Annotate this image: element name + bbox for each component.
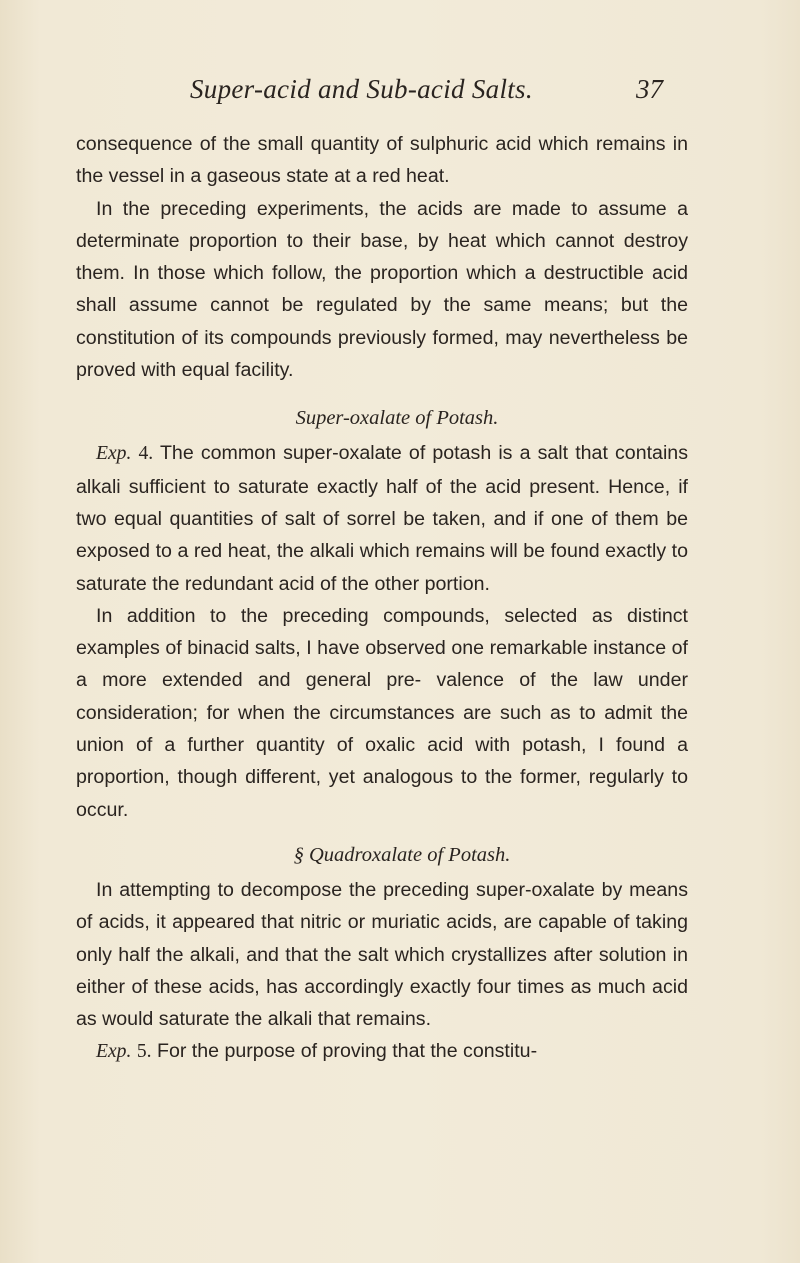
page-number: 37 xyxy=(636,74,663,104)
section-heading-quadroxalate: § Quadroxalate of Potash. xyxy=(293,843,511,866)
experiment-4-text: The common super-oxalate of potash is a salt that contains alkali sufficient to saturate exactly half of the acid present. Hence, if two equal quantities of salt of sorrel be taken, and if one of them be exposed to a red heat, the alkali which remains will be found exactly to saturate the redundant acid of the other portion. xyxy=(76,442,688,595)
running-head-title: Super-acid and Sub-acid Salts. xyxy=(190,74,533,104)
section-heading-super-oxalate: Super-oxalate of Potash. xyxy=(295,407,499,430)
experiment-5-text: For the purpose of proving that the constitu- xyxy=(151,1040,538,1063)
experiment-label: Exp. xyxy=(96,1041,132,1063)
paragraph-decompose: In attempting to decompose the preceding super-oxalate by means of acids, it appeared that nitric or muriatic acids, are capable of taking only half the alkali, and that the salt which crystallizes after solution in either of these acids, has accordingly exactly four times as much acid as would saturate the alkali that remains. xyxy=(76,878,688,1031)
body-text xyxy=(76,128,688,1069)
experiment-number: 5. xyxy=(136,1041,152,1063)
paragraph-experiment-4 xyxy=(76,437,688,599)
experiment-label: Exp. xyxy=(96,443,132,465)
paragraph-binacid-salts: In addition to the preceding compounds, selected as distinct examples of binacid salts, I have observed one remarkable instance of a more extended and general pre- valence of the law under consideration; for when the circumstances are such as to admit the union of a further quantity of oxalic acid with potash, I found a proportion, though different, yet analogous to the former, regularly to occur. xyxy=(76,604,688,821)
paragraph-experiment-5 xyxy=(76,1035,688,1068)
paragraph-preceding-experiments: In the preceding experiments, the acids are made to assume a determinate proportion to their base, by heat which cannot destroy them. In those which follow, the proportion which a destructible acid shall assume cannot be regulated by the same means; but the constitution of its compounds previously formed, may nevertheless be proved with equal facility. xyxy=(76,197,688,382)
experiment-number: 4. xyxy=(138,443,154,465)
paragraph-continuation: consequence of the small quantity of sulphuric acid which remains in the vessel in a gaseous state at a red heat. xyxy=(76,133,688,188)
